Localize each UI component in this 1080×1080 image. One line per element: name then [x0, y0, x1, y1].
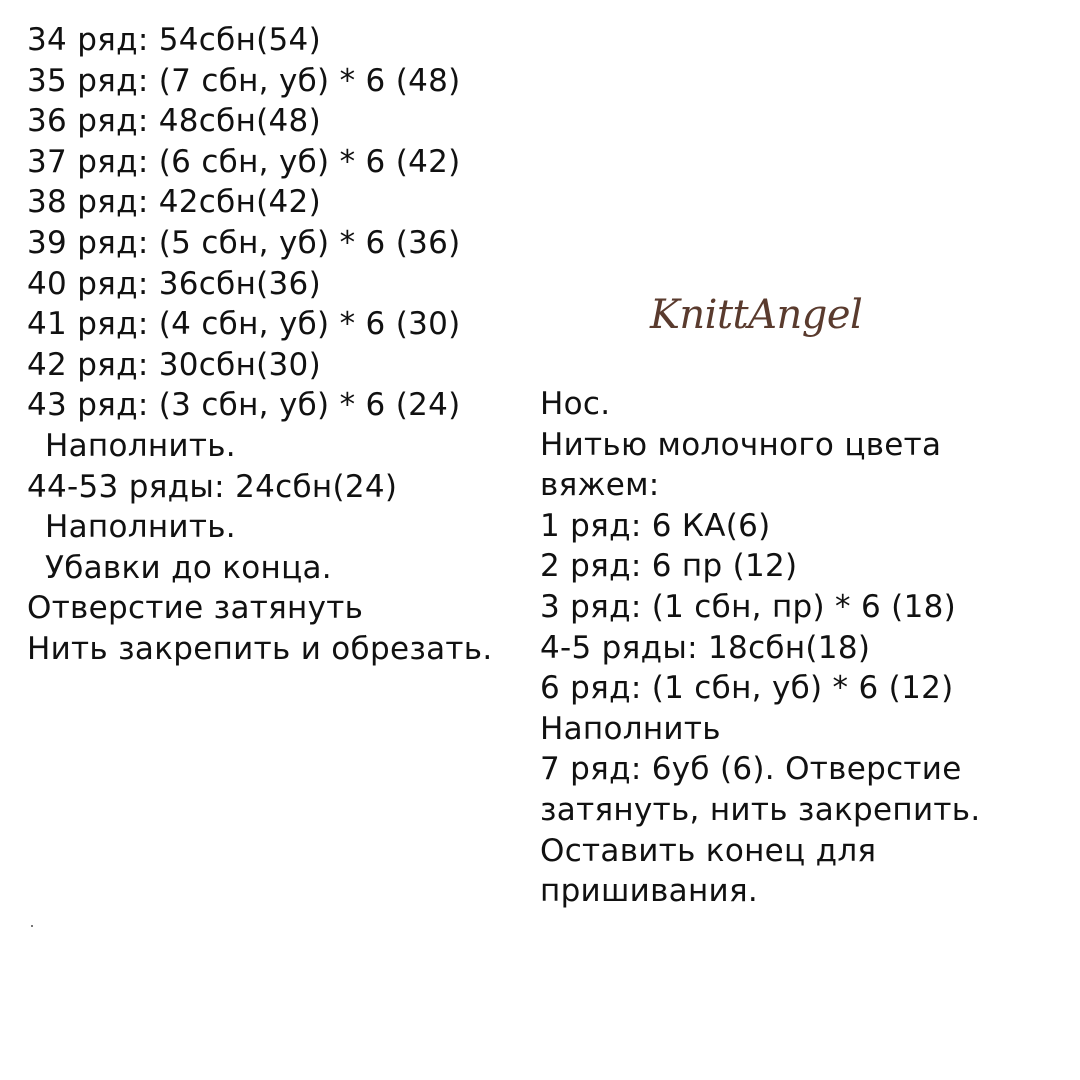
nose-close-note: затянуть, нить закрепить. — [540, 791, 981, 828]
row-35: 35 ряд: (7 сбн, уб) * 6 (48) — [27, 62, 461, 99]
row-37: 37 ряд: (6 сбн, уб) * 6 (42) — [27, 143, 461, 180]
left-instructions — [27, 20, 493, 670]
brand-logo: KnittAngel — [650, 292, 863, 338]
nose-fill-note: Наполнить — [540, 710, 721, 747]
nose-title: Нос. — [540, 386, 611, 422]
nose-yarn-note-cont: вяжем: — [540, 467, 660, 504]
row-43: 43 ряд: (3 сбн, уб) * 6 (24) — [27, 387, 461, 424]
nose-row-6: 6 ряд: (1 сбн, уб) * 6 (12) — [540, 670, 954, 707]
fasten-note: Нить закрепить и обрезать. — [27, 630, 493, 667]
nose-instructions — [540, 384, 981, 912]
row-40: 40 ряд: 36сбн(36) — [27, 265, 321, 302]
close-hole-note: Отверстие затянуть — [27, 590, 364, 627]
nose-row-7: 7 ряд: 6уб (6). Отверстие — [540, 751, 962, 788]
nose-end-note-cont: пришивания. — [540, 873, 759, 910]
nose-row-1: 1 ряд: 6 КА(6) — [540, 507, 771, 544]
fill-note-2: Наполнить. — [45, 509, 236, 546]
row-39: 39 ряд: (5 сбн, уб) * 6 (36) — [27, 224, 461, 261]
nose-yarn-note: Нитью молочного цвета — [540, 426, 942, 463]
nose-row-3: 3 ряд: (1 сбн, пр) * 6 (18) — [540, 588, 957, 625]
nose-end-note: Оставить конец для — [540, 832, 877, 869]
row-38: 38 ряд: 42сбн(42) — [27, 184, 321, 221]
row-41: 41 ряд: (4 сбн, уб) * 6 (30) — [27, 306, 461, 343]
stray-dot — [31, 925, 33, 927]
decrease-note: Убавки до конца. — [45, 549, 332, 586]
row-42: 42 ряд: 30сбн(30) — [27, 346, 321, 383]
row-34: 34 ряд: 54сбн(54) — [27, 22, 321, 58]
row-36: 36 ряд: 48сбн(48) — [27, 103, 321, 140]
rows-44-53: 44-53 ряды: 24сбн(24) — [27, 468, 398, 505]
nose-row-2: 2 ряд: 6 пр (12) — [540, 548, 798, 585]
nose-rows-4-5: 4-5 ряды: 18сбн(18) — [540, 629, 871, 666]
fill-note-1: Наполнить. — [45, 427, 236, 464]
